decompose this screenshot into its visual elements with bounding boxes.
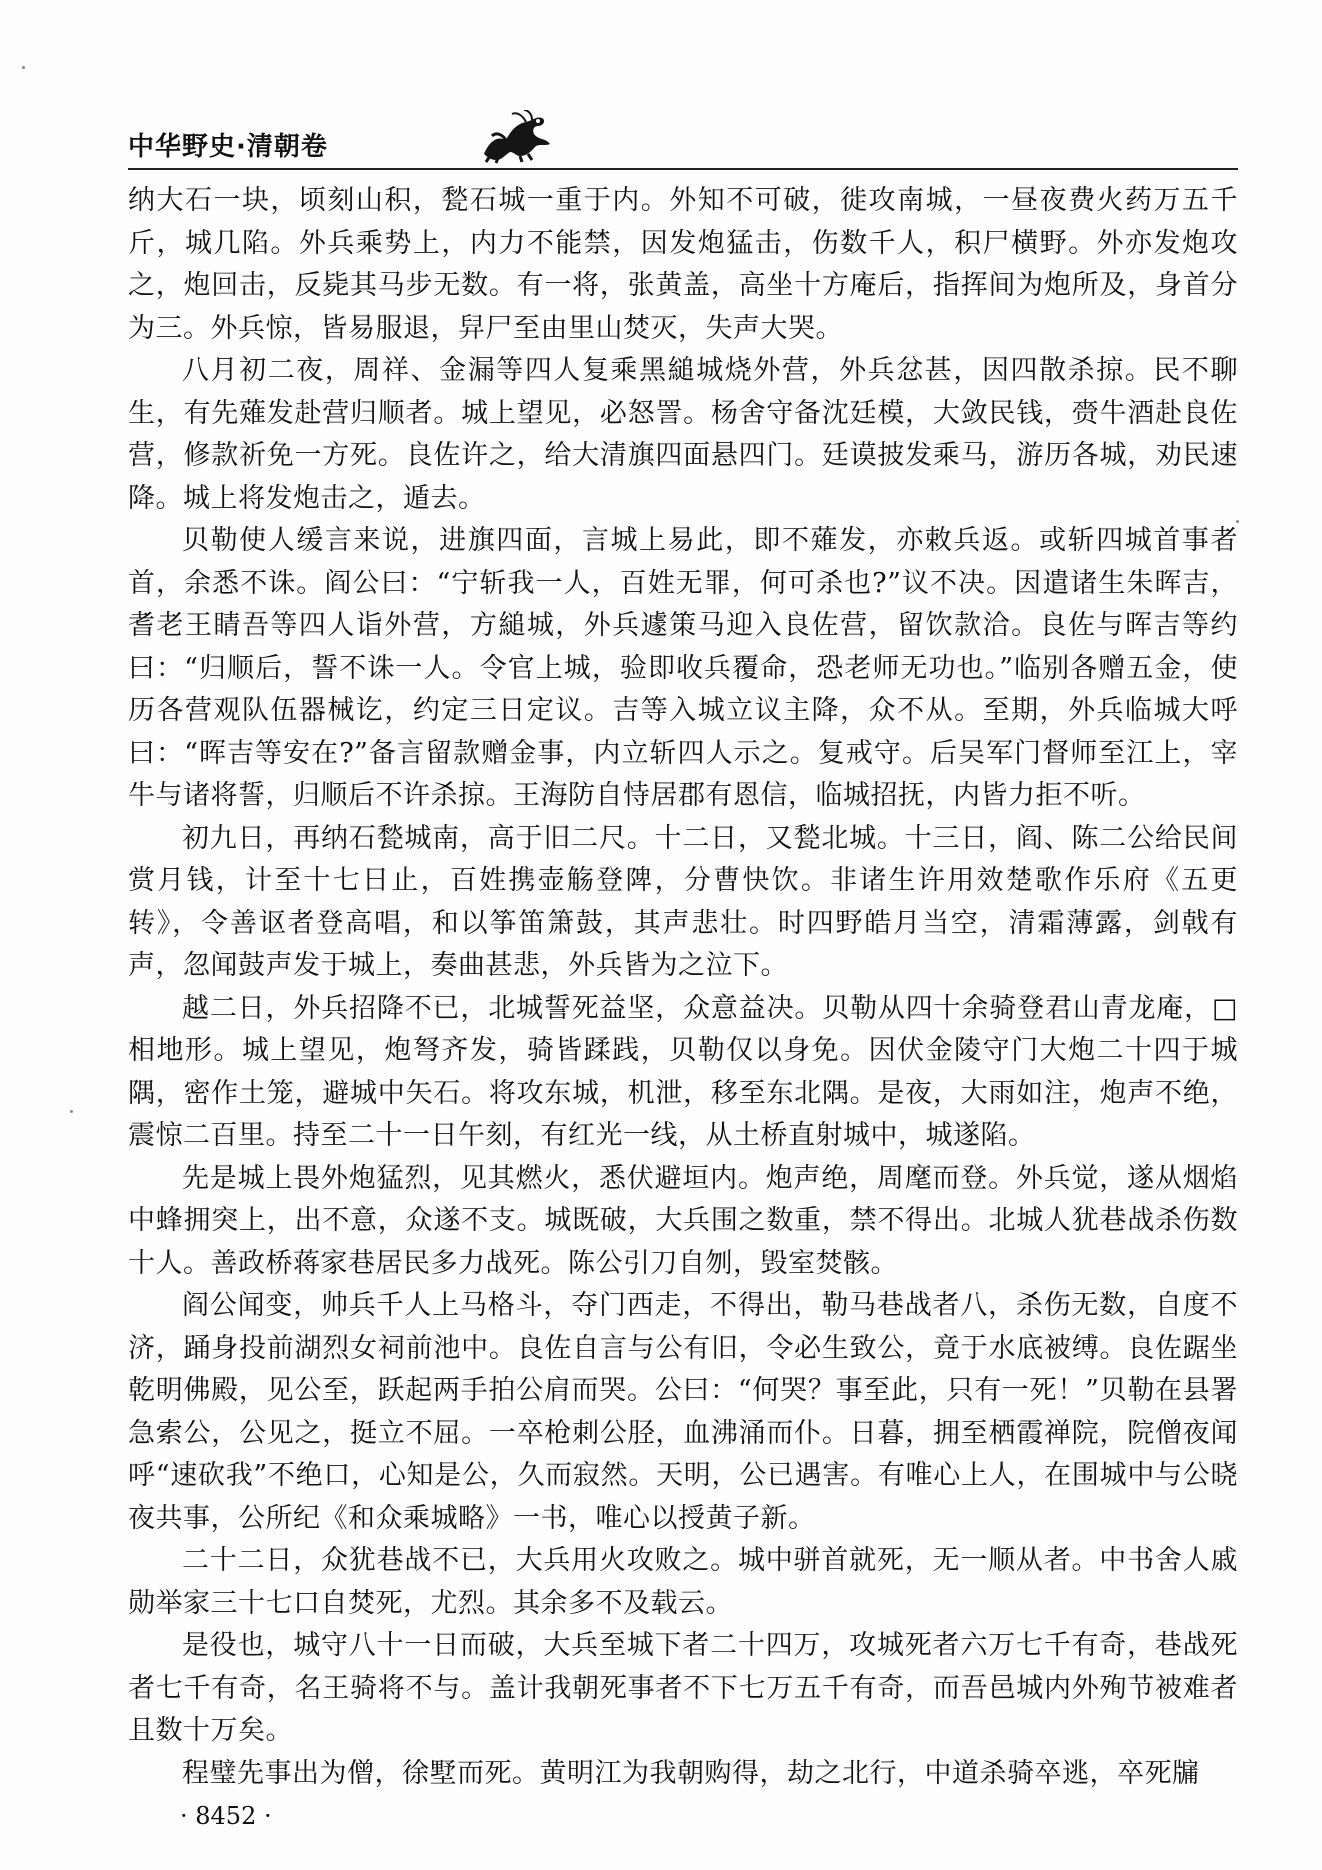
scan-speck (1236, 520, 1239, 523)
paragraph: 纳大石一块，顷刻山积，甃石城一重于内。外知不可破，徙攻南城，一昼夜费火药万五千斤，城几陷。外兵乘势上，内力不能禁，因发炮猛击，伤数千人，积尸横野。外亦发炮攻之，炮回击，反毙其马步无数。有一将，张黄盖，高坐十方庵后，指挥间为炮所及，身首分为三。外兵惊，皆易服退，舁尸至由里山焚灭，失声大哭。 (128, 185, 1238, 344)
header-divider (128, 168, 1238, 170)
paragraph: 八月初二夜，周祥、金漏等四人复乘黑縋城烧外营，外兵忿甚，因四散杀掠。民不聊生，有先薙发赴营归顺者。城上望见，必怒詈。杨舍守备沈廷模，大敛民钱，赍牛酒赴良佐营，修款祈免一方死。良佐许之，给大清旗四面悬四门。廷谟披发乘马，游历各城，劝民速降。城上将发炮击之，遁去。 (128, 355, 1238, 514)
paragraph: 贝勒使人缓言来说，进旗四面，言城上易此，即不薙发，亦敕兵返。或斩四城首事者首，余悉不诛。阎公曰：“宁斩我一人，百姓无罪，何可杀也?”议不决。因遣诸生朱晖吉，耆老王睛吾等四人诣外营，方縋城，外兵遽策马迎入良佐营，留饮款洽。良佐与晖吉等约曰：“归顺后，誓不诛一人。令官上城，验即收兵覆命，恐老师无功也。”临别各赠五金，使历各营观队伍器械讫，约定三日定议。吉等入城立议主降，众不从。至期，外兵临城大呼曰：“晖吉等安在?”备言留款赠金事，内立斩四人示之。复戒守。后吴军门督师至江上，宰牛与诸将誓，归顺后不许杀掠。王海防自恃居郡有恩信，临城招抚，内皆力拒不听。 (128, 525, 1238, 811)
scan-speck (22, 66, 25, 69)
paragraph: 先是城上畏外炮猛烈，见其燃火，悉伏避垣内。炮声绝，周麾而登。外兵觉，遂从烟焰中蜂拥突上，出不意，众遂不支。城既破，大兵围之数重，禁不得出。北城人犹巷战杀伤数十人。善政桥蒋家巷居民多力战死。陈公引刀自刎，毁室焚骸。 (128, 1162, 1238, 1279)
paragraph: 程璧先事出为僧，徐墅而死。黄明江为我朝购得，劫之北行，中道杀骑卒逃，卒死牖 (182, 1757, 1200, 1789)
paragraph: 初九日，再纳石甃城南，高于旧二尺。十二日，又甃北城。十三日，阎、陈二公给民间赏月钱，计至十七日止，百姓携壶觞登陴，分曹快饮。非诸生许用效楚歌作乐府《五更转》，令善讴者登高唱，和以筝笛箫鼓，其声悲壮。时四野皓月当空，清霜薄露，剑戟有声，忽闻鼓声发于城上，奏曲甚悲，外兵皆为之泣下。 (128, 822, 1238, 981)
paragraph: 是役也，城守八十一日而破，大兵至城下者二十四万，攻城死者六万七千有奇，巷战死者七千有奇，名王骑将不与。盖计我朝死事者不下七万五千有奇，而吾邑城内外殉节被难者且数十万矣。 (128, 1630, 1238, 1746)
running-header (128, 118, 1238, 166)
running-header-title: 中华野史·清朝卷 (128, 132, 328, 162)
scan-speck (70, 1110, 73, 1113)
dragon-emblem-icon (476, 110, 554, 164)
paragraph: 二十二日，众犹巷战不已，大兵用火攻败之。城中骈首就死，无一顺从者。中书舍人戚勋举家三十七口自焚死，尤烈。其余多不及载云。 (128, 1545, 1238, 1619)
main-text (128, 180, 1238, 1795)
paragraph: 阎公闻变，帅兵千人上马格斗，夺门西走，不得出，勒马巷战者八，杀伤无数，自度不济，踊身投前湖烈女祠前池中。良佐自言与公有旧，令必生致公，竟于水底被缚。良佐踞坐乾明佛殿，见公至，跃起两手拍公肩而哭。公曰：“何哭？事至此，只有一死！”贝勒在县署急索公，公见之，挺立不屈。一卒枪刺公胫，血沸涌而仆。日暮，拥至栖霞禅院，院僧夜闻呼“速砍我”不绝口，心知是公，久而寂然。天明，公已遇害。有唯心上人，在围城中与公晓夜共事，公所纪《和众乘城略》一书，唯心以授黄子新。 (128, 1290, 1238, 1534)
page-number: · 8452 · (180, 1802, 272, 1830)
paragraph: 越二日，外兵招降不已，北城誓死益坚，众意益决。贝勒从四十余骑登君山青龙庵，□相地形。城上望见，炮弩齐发，骑皆蹂践，贝勒仅以身免。因伏金陵守门大炮二十四于城隅，密作土笼，避城中矢石。将攻东城，机泄，移至东北隅。是夜，大雨如注，炮声不绝，震惊二百里。持至二十一日午刻，有红光一线，从土桥直射城中，城遂陷。 (128, 992, 1238, 1151)
